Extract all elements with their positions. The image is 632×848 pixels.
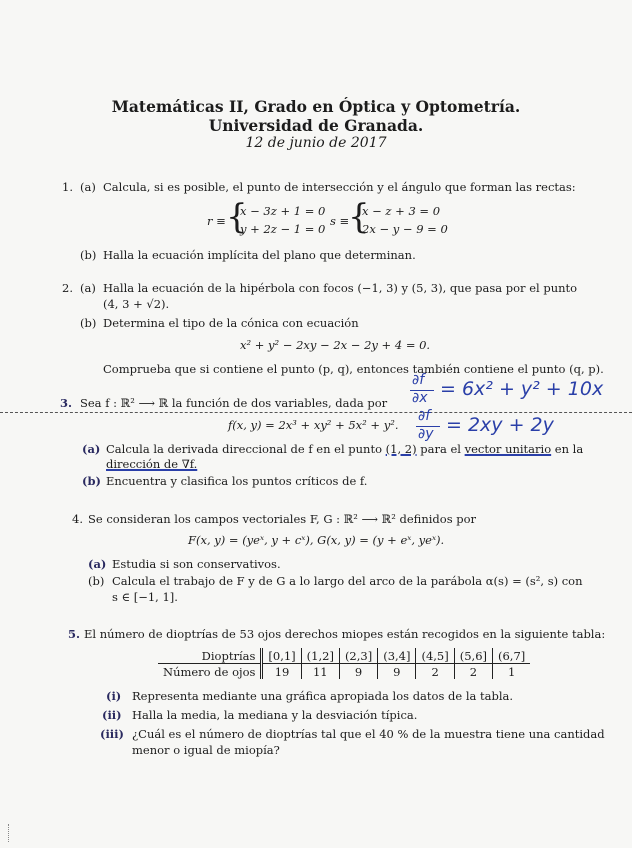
- q5-i-label: (i): [106, 689, 122, 703]
- q3-a-text-post: en la: [554, 442, 584, 456]
- q2-number: 2.: [62, 281, 73, 295]
- q5-iii-label: (iii): [100, 727, 124, 741]
- q2-a-label: (a): [80, 281, 96, 295]
- q5-ii-label: (ii): [102, 708, 122, 722]
- table-cell-interval: (4,5]: [416, 648, 454, 664]
- q3-a-text2: dirección de ∇f.: [106, 457, 198, 471]
- q3-a-vector: vector unitario: [464, 442, 552, 456]
- q1-number: 1.: [62, 180, 73, 194]
- hand-dfdy-num: ∂f: [418, 408, 431, 424]
- q1-s-brace: {: [348, 197, 370, 237]
- q1-b-label: (b): [80, 248, 97, 262]
- q5-ii-text: Halla la media, la mediana y la desviación típica.: [132, 708, 418, 722]
- hand-dfdx-rhs: = 6x² + y² + 10x: [440, 378, 604, 400]
- q2-equation: x² + y² − 2xy − 2x − 2y + 4 = 0.: [240, 338, 431, 352]
- table-row-counts: [158, 664, 530, 680]
- paper-fold-line: [0, 412, 632, 413]
- q3-a-text-pre: Calcula la derivada direccional de f en el punto: [106, 442, 383, 456]
- q3-a-point: (1, 2): [385, 442, 417, 456]
- table-cell-count: 2: [454, 664, 492, 680]
- q2-b-text: Determina el tipo de la cónica con ecuación: [103, 316, 359, 330]
- q4-b-label: (b): [88, 574, 105, 588]
- q5-number: 5.: [68, 627, 81, 641]
- table-cell-count: 9: [378, 664, 416, 680]
- q4-a-label: (a): [88, 557, 107, 571]
- q3-b-label: (b): [82, 474, 101, 488]
- q2-b-label: (b): [80, 316, 97, 330]
- q1-s-eq1: x − z + 3 = 0: [362, 204, 441, 218]
- q4-number: 4.: [72, 512, 83, 526]
- q4-a-text: Estudia si son conservativos.: [112, 557, 281, 571]
- q1-r-name: r ≡: [207, 214, 226, 228]
- q1-b-text: Halla la ecuación implícita del plano que determinan.: [103, 248, 416, 262]
- q1-r-eq2: y + 2z − 1 = 0: [240, 222, 326, 236]
- table-cell-count: 2: [416, 664, 454, 680]
- table-cell-count: 9: [339, 664, 377, 680]
- exam-date: 12 de junio de 2017: [245, 135, 387, 151]
- q4-fields: F(x, y) = (yeˣ, y + cˣ), G(x, y) = (y + eˣ, yeˣ).: [188, 533, 445, 547]
- q1-a-label: (a): [80, 180, 96, 194]
- q2-a-text1: Halla la ecuación de la hipérbola con focos (−1, 3) y (5, 3), que pasa por el punto: [103, 281, 578, 295]
- hand-dfdy-den: ∂y: [418, 426, 434, 442]
- q3-number: 3.: [60, 396, 73, 410]
- hand-dfdx-den: ∂x: [412, 390, 428, 406]
- table-cell-interval: (5,6]: [454, 648, 492, 664]
- q3-a-label: (a): [82, 442, 101, 456]
- q3-b-text: Encuentra y clasifica los puntos críticos de f.: [106, 474, 368, 488]
- q5-i-text: Representa mediante una gráfica apropiada los datos de la tabla.: [132, 689, 514, 703]
- table-label-numero-ojos: Número de ojos: [163, 664, 256, 679]
- q1-s-eq2: 2x − y − 9 = 0: [362, 222, 448, 236]
- exam-title-line1: Matemáticas II, Grado en Óptica y Optometría.: [111, 97, 521, 116]
- table-cell-count: 19: [262, 664, 301, 680]
- q3-function: f(x, y) = 2x³ + xy² + 5x² + y².: [228, 418, 399, 432]
- table-cell-count: 11: [301, 664, 339, 680]
- q5-iii-text2: menor o igual de miopía?: [132, 743, 280, 757]
- q5-text: El número de dioptrías de 53 ojos derechos miopes están recogidos en la siguiente tabla:: [84, 627, 606, 641]
- table-cell-interval: (3,4]: [378, 648, 416, 664]
- table-cell-interval: (2,3]: [339, 648, 377, 664]
- q3-text: Sea f : ℝ² ⟶ ℝ la función de dos variables, dada por: [80, 396, 388, 410]
- q1-a-text: Calcula, si es posible, el punto de intersección y el ángulo que forman las rectas:: [103, 180, 576, 194]
- q5-iii-text1: ¿Cuál es el número de dioptrías tal que el 40 % de la muestra tiene una cantidad: [132, 727, 605, 741]
- q4-b-text1: Calcula el trabajo de F y de G a lo largo del arco de la parábola α(s) = (s², s) con: [112, 574, 583, 588]
- dioptrias-table: [158, 648, 530, 679]
- table-cell-count: 1: [493, 664, 531, 680]
- q4-b-text2: s ∈ [−1, 1].: [112, 590, 178, 604]
- q2-check-text: Comprueba que si contiene el punto (p, q), entonces también contiene el punto (q, p).: [103, 362, 604, 376]
- table-cell-interval: (1,2]: [301, 648, 339, 664]
- table-label-dioptrias: Dioptrías: [158, 648, 262, 664]
- table-cell-interval: (6,7]: [493, 648, 531, 664]
- q1-r-brace: {: [226, 197, 248, 237]
- q2-a-text2: (4, 3 + √2).: [103, 297, 170, 311]
- hand-dfdx-num: ∂f: [412, 372, 425, 388]
- hand-dfdy-rhs: = 2xy + 2y: [446, 414, 554, 436]
- scan-margin-mark: [8, 824, 10, 842]
- q1-r-eq1: x − 3z + 1 = 0: [240, 204, 326, 218]
- q4-text: Se consideran los campos vectoriales F, G : ℝ² ⟶ ℝ² definidos por: [88, 512, 477, 526]
- table-row-intervals: [158, 648, 530, 664]
- exam-title-line2: Universidad de Granada.: [208, 116, 424, 135]
- table-cell-interval: [0,1]: [262, 648, 301, 664]
- q3-a-text-mid: para el: [420, 442, 461, 456]
- q1-s-name: s ≡: [330, 214, 350, 228]
